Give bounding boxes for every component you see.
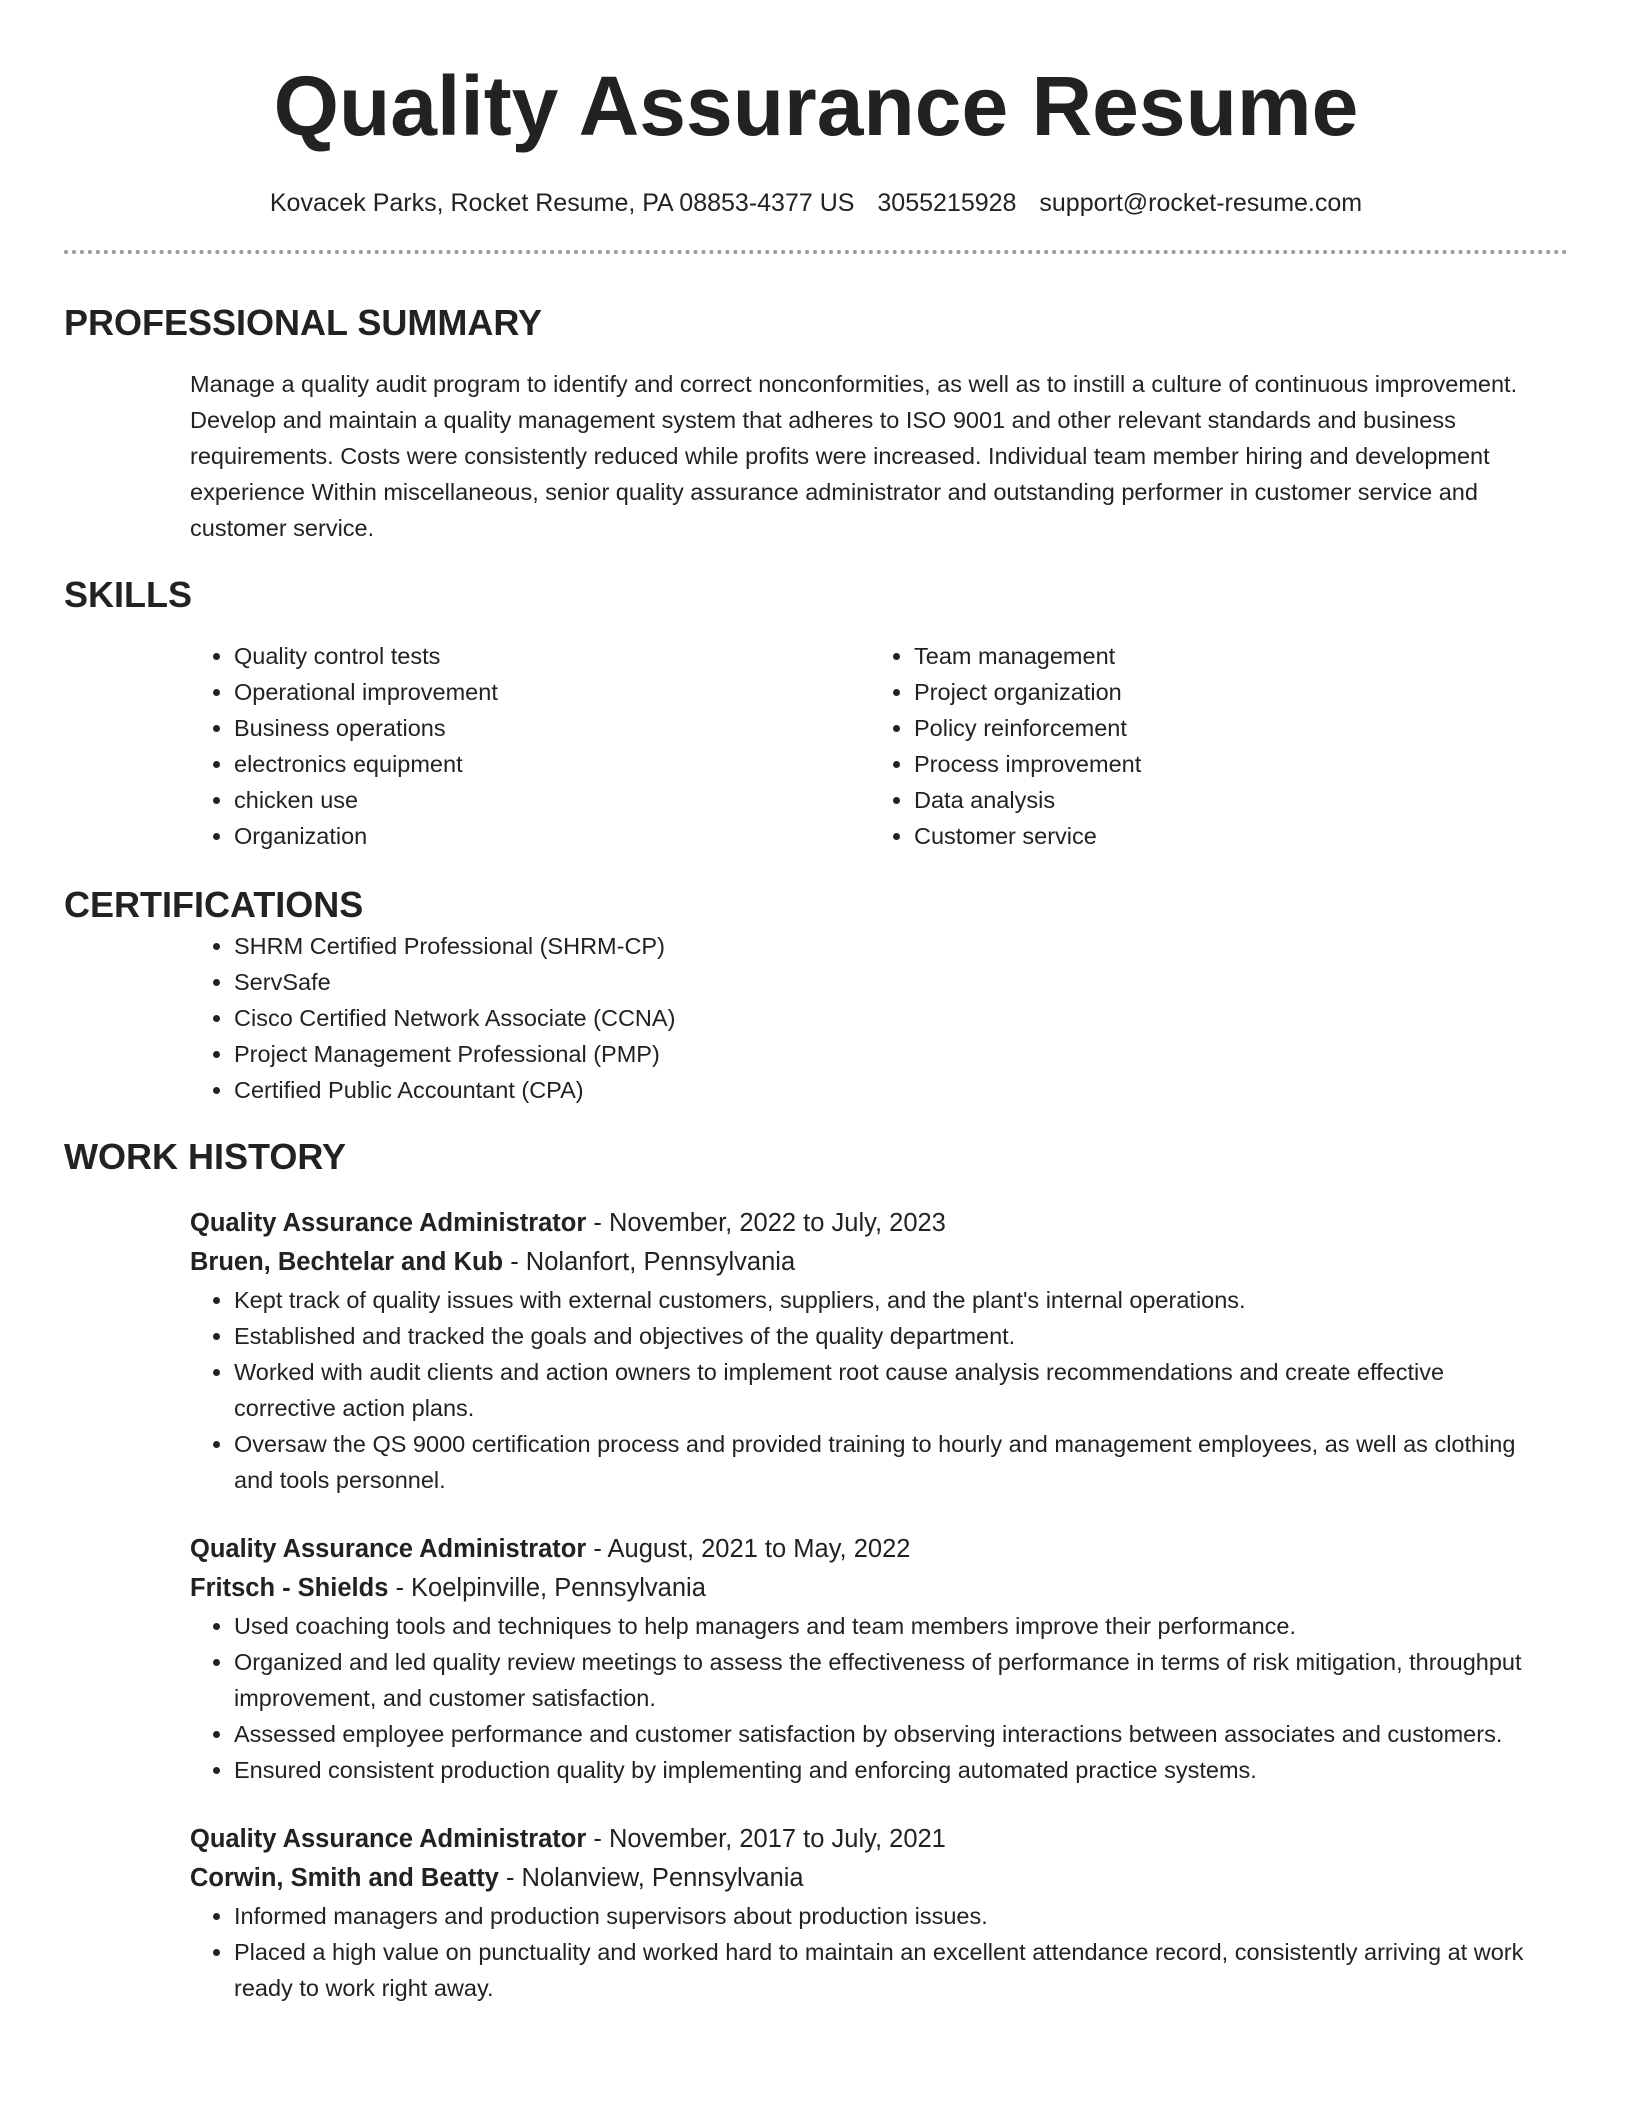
skill-item: • Team management	[914, 638, 1550, 674]
job-role-line	[190, 1530, 1538, 1569]
summary-text: Manage a quality audit program to identify and correct nonconformities, as well as to instill a culture of continuous improvement. Develop and maintain a quality management system that adheres to ISO 9001 and other relevant standards and business requirements. Costs were consistently reduced while profits were increased. Individual team member hiring and development experience Within miscellaneous, senior quality assurance administrator and outstanding performer in customer service and customer service.	[190, 371, 1518, 541]
skill-item: • Project organization	[914, 674, 1550, 710]
skill-item: • Data analysis	[914, 782, 1550, 818]
contact-email: support@rocket-resume.com	[1039, 189, 1363, 217]
job-dates: - November, 2017 to July, 2021	[586, 1825, 946, 1853]
skill-item: • Process improvement	[914, 746, 1550, 782]
contact-phone: 3055215928	[877, 189, 1017, 217]
certification-item: • Cisco Certified Network Associate (CCNA)	[234, 1000, 1568, 1036]
job-bullet: • Worked with audit clients and action owners to implement root cause analysis recommendations and create effective corrective action plans.	[234, 1354, 1538, 1426]
skill-item: • Operational improvement	[234, 674, 870, 710]
section-title-summary: PROFESSIONAL SUMMARY	[64, 302, 543, 343]
skills-grid	[190, 638, 1568, 854]
skill-item: • electronics equipment	[234, 746, 870, 782]
skill-item: • Business operations	[234, 710, 870, 746]
work-history-section	[64, 1204, 1568, 2006]
header-divider	[64, 250, 1568, 254]
certification-item: • Certified Public Accountant (CPA)	[234, 1072, 1568, 1108]
job-role-line	[190, 1820, 1538, 1859]
job-company-line	[190, 1569, 1538, 1608]
section-title-skills: SKILLS	[64, 574, 193, 615]
job-bullet: • Kept track of quality issues with external customers, suppliers, and the plant's internal operations.	[234, 1282, 1538, 1318]
contact-address: Kovacek Parks, Rocket Resume, PA 08853-4377 US	[269, 189, 855, 217]
skill-item: • chicken use	[234, 782, 870, 818]
certifications-list	[190, 928, 1568, 1108]
job-entry	[190, 1204, 1568, 1498]
resume-title: Quality Assurance Resume	[273, 59, 1359, 153]
job-dates: - November, 2022 to July, 2023	[586, 1209, 946, 1237]
job-bullet: • Informed managers and production supervisors about production issues.	[234, 1898, 1538, 1934]
job-location: - Koelpinville, Pennsylvania	[388, 1574, 706, 1602]
job-role: Quality Assurance Administrator	[190, 1209, 587, 1237]
contact-line	[64, 186, 1568, 220]
job-entry	[190, 1530, 1568, 1788]
skill-item: • Customer service	[914, 818, 1550, 854]
job-bullet: • Oversaw the QS 9000 certification process and provided training to hourly and management employees, as well as clothing and tools personnel.	[234, 1426, 1538, 1498]
job-role: Quality Assurance Administrator	[190, 1535, 587, 1563]
certification-item: • SHRM Certified Professional (SHRM-CP)	[234, 928, 1568, 964]
job-bullets	[190, 1898, 1538, 2006]
job-bullets	[190, 1282, 1538, 1498]
certification-item: • ServSafe	[234, 964, 1568, 1000]
section-title-certifications: CERTIFICATIONS	[64, 884, 364, 925]
skill-item: • Policy reinforcement	[914, 710, 1550, 746]
job-location: - Nolanfort, Pennsylvania	[503, 1248, 796, 1276]
job-company: Fritsch - Shields	[190, 1574, 389, 1602]
job-bullet: • Placed a high value on punctuality and worked hard to maintain an excellent attendance record, consistently arriving at work ready to work right away.	[234, 1934, 1538, 2006]
job-location: - Nolanview, Pennsylvania	[498, 1864, 804, 1892]
job-company: Corwin, Smith and Beatty	[190, 1864, 499, 1892]
job-bullets	[190, 1608, 1538, 1788]
skills-section	[64, 638, 1568, 854]
skill-item: • Organization	[234, 818, 870, 854]
job-bullet: • Established and tracked the goals and objectives of the quality department.	[234, 1318, 1538, 1354]
summary-section	[64, 366, 1568, 546]
job-bullet: • Ensured consistent production quality by implementing and enforcing automated practice systems.	[234, 1752, 1538, 1788]
skills-list-right	[870, 638, 1550, 854]
job-company: Bruen, Bechtelar and Kub	[190, 1248, 504, 1276]
job-entry	[190, 1820, 1568, 2006]
section-title-work-history: WORK HISTORY	[64, 1136, 347, 1177]
job-bullet: • Organized and led quality review meetings to assess the effectiveness of performance in terms of risk mitigation, throughput improvement, and customer satisfaction.	[234, 1644, 1538, 1716]
job-bullet: • Used coaching tools and techniques to help managers and team members improve their performance.	[234, 1608, 1538, 1644]
skills-column-left	[190, 638, 870, 854]
certifications-section	[64, 928, 1568, 1108]
job-bullet: • Assessed employee performance and customer satisfaction by observing interactions between associates and customers.	[234, 1716, 1538, 1752]
skills-column-right	[870, 638, 1550, 854]
skill-item: • Quality control tests	[234, 638, 870, 674]
job-company-line	[190, 1859, 1538, 1898]
job-role: Quality Assurance Administrator	[190, 1825, 587, 1853]
job-dates: - August, 2021 to May, 2022	[586, 1535, 911, 1563]
skills-list-left	[190, 638, 870, 854]
certification-item: • Project Management Professional (PMP)	[234, 1036, 1568, 1072]
job-role-line	[190, 1204, 1538, 1243]
job-company-line	[190, 1243, 1538, 1282]
